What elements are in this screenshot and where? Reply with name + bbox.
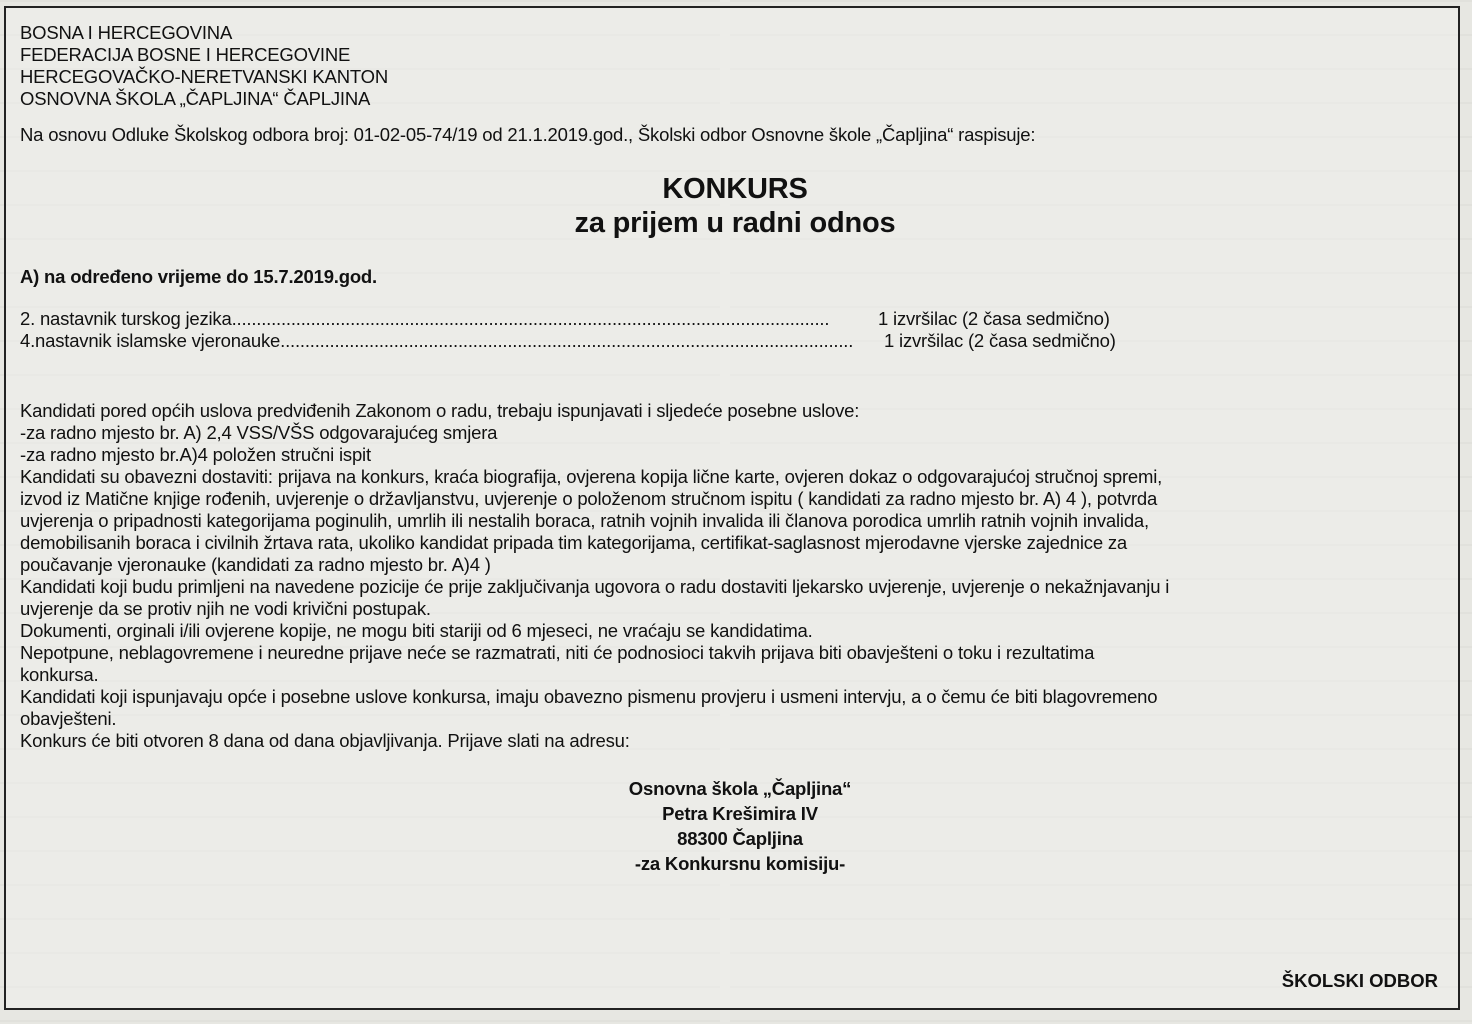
address-school: Osnovna škola „Čapljina“ [628, 778, 852, 799]
address-block [20, 776, 1460, 876]
body-line: poučavanje vjeronauke (kandidati za radno mjesto br. A)4 ) [20, 554, 491, 575]
position-count: 1 izvršilac (2 časa sedmično) [884, 330, 1116, 351]
position-name: 4.nastavnik islamske vjeronauke.................................................................................................................... [20, 330, 854, 351]
body-line: izvod iz Matične knjige rođenih, uvjerenje o državljanstvu, uvjerenje o položenom stručnom ispitu ( kandidati za radno mjesto br. A) 4 ), potvrda [20, 488, 1158, 509]
body-line: Nepotpune, neblagovremene i neuredne prijave neće se razmatrati, niti će podnosioci takvih prijava biti obavješteni o toku i rezultatima [20, 642, 1095, 663]
subtitle: za prijem u radni odnos [574, 207, 896, 239]
position-name: 2. nastavnik turskog jezika......................................................................................................................... [20, 308, 830, 329]
header-school: OSNOVNA ŠKOLA „ČAPLJINA“ ČAPLJINA [20, 88, 371, 109]
signature: ŠKOLSKI ODBOR [1281, 970, 1438, 991]
header-federation: FEDERACIJA BOSNE I HERCEGOVINE [20, 44, 351, 65]
body-line: uvjerenja o pripadnosti kategorijama poginulih, umrlih ili nestalih boraca, ratnih vojnih invalida ili članova porodica umrlih ratnih vojnih invalida, [20, 510, 1149, 531]
body-line: Kandidati pored općih uslova predviđenih Zakonom o radu, trebaju ispunjavati i sljedeće posebne uslove: [20, 400, 860, 421]
position-row [20, 330, 1450, 352]
body-text [20, 400, 1450, 752]
body-line: Dokumenti, orginali i/ili ovjerene kopije, ne mogu biti stariji od 6 mjeseci, ne vraćaju se kandidatima. [20, 620, 813, 641]
body-line: Kandidati koji budu primljeni na navedene pozicije će prije zaključivanja ugovora o radu dostaviti ljekarsko uvjerenje, uvjerenje o nekažnjavanju i [20, 576, 1170, 597]
body-line: uvjerenje da se protiv njih ne vodi krivični postupak. [20, 598, 431, 619]
body-line: konkursa. [20, 664, 99, 685]
body-line: -za radno mjesto br. A) 2,4 VSS/VŠS odgovarajućeg smjera [20, 422, 498, 443]
body-line: -za radno mjesto br.A)4 položen stručni ispit [20, 444, 371, 465]
header-canton: HERCEGOVAČKO-NERETVANSKI KANTON [20, 66, 388, 87]
address-city: 88300 Čapljina [677, 828, 803, 849]
body-line: Kandidati koji ispunjavaju opće i posebne uslove konkursa, imaju obavezno pismenu provjeru i usmeni intervju, a o čemu će biti blagovremeno [20, 686, 1158, 707]
announcement-content [20, 22, 1450, 876]
title-block [20, 172, 1450, 240]
address-recipient: -za Konkursnu komisiju- [634, 853, 846, 874]
body-line: Kandidati su obavezni dostaviti: prijava na konkurs, kraća biografija, ovjerena kopija lične karte, ovjeren dokaz o odgovarajućoj stručnoj spremi, [20, 466, 1163, 487]
body-line: obavješteni. [20, 708, 117, 729]
header-country: BOSNA I HERCEGOVINA [20, 22, 233, 43]
position-count: 1 izvršilac (2 časa sedmično) [878, 308, 1110, 329]
positions-list [20, 308, 1450, 352]
address-street: Petra Krešimira IV [662, 803, 818, 824]
body-line: Konkurs će biti otvoren 8 dana od dana objavljivanja. Prijave slati na adresu: [20, 730, 630, 751]
title: KONKURS [662, 173, 808, 205]
intro-text: Na osnovu Odluke Školskog odbora broj: 01-02-05-74/19 od 21.1.2019.god., Školski odbor Osnovne škole „Čapljina“ raspisuje: [20, 124, 1036, 145]
header-block [20, 22, 1450, 110]
position-row [20, 308, 1450, 330]
section-a-heading: A) na određeno vrijeme do 15.7.2019.god. [20, 266, 377, 287]
body-line: demobilisanih boraca i civilnih žrtava rata, ukoliko kandidat pripada tim kategorijama, certifikat-saglasnost mjerodavne vjerske zajednice za [20, 532, 1128, 553]
